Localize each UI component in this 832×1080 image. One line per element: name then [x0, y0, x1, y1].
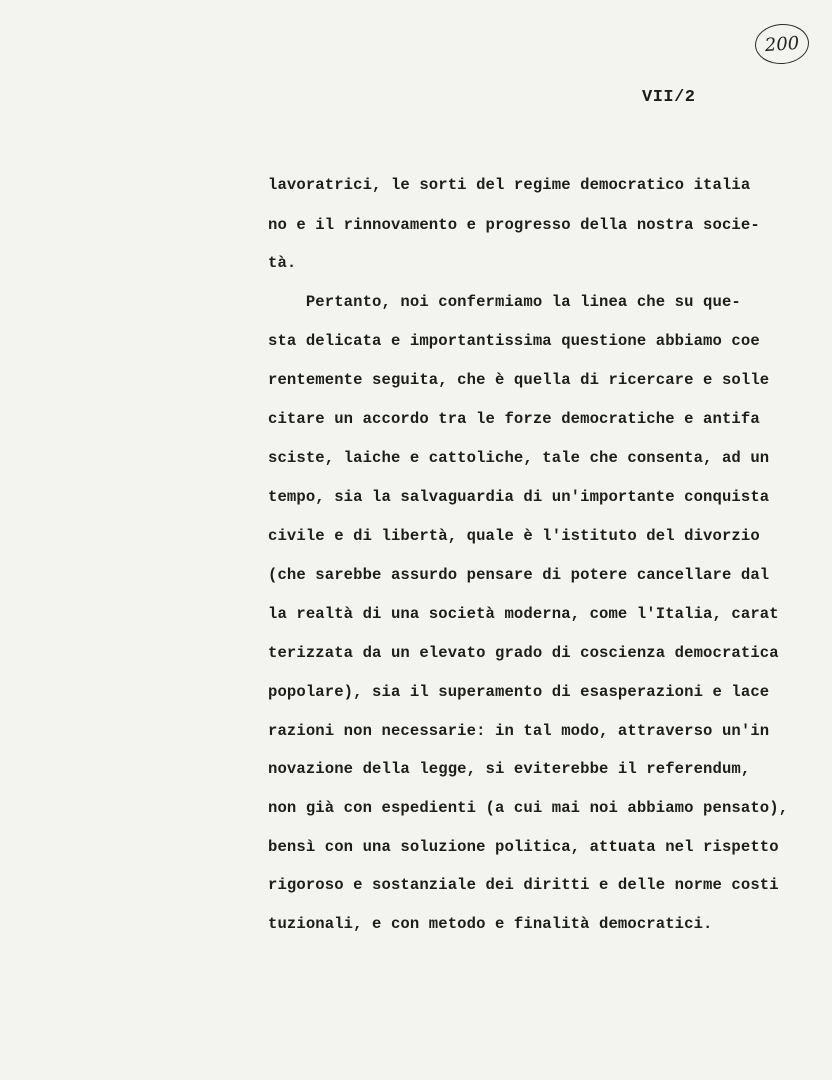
text-line: tuzionali, e con metodo e finalità democratici.: [268, 915, 713, 933]
text-line: Pertanto, noi confermiamo la linea che su que-: [268, 293, 741, 311]
page-stamp: 200: [754, 22, 811, 66]
text-line: rigoroso e sostanziale dei diritti e delle norme costi: [268, 876, 779, 894]
text-line: civile e di libertà, quale è l'istituto del divorzio: [268, 527, 760, 545]
page-number: VII/2: [642, 88, 696, 107]
text-line: popolare), sia il superamento di esasperazioni e lace: [268, 683, 770, 701]
text-line: tempo, sia la salvaguardia di un'importante conquista: [268, 488, 770, 506]
text-line: razioni non necessarie: in tal modo, attraverso un'in: [268, 722, 770, 740]
text-line: rentemente seguita, che è quella di ricercare e solle: [268, 371, 770, 389]
text-line: non già con espedienti (a cui mai noi abbiamo pensato),: [268, 799, 789, 817]
text-line: terizzata da un elevato grado di coscienza democratica: [268, 644, 779, 662]
text-line: novazione della legge, si eviterebbe il referendum,: [268, 760, 751, 778]
text-line: lavoratrici, le sorti del regime democratico italia: [268, 176, 751, 194]
text-line: sciste, laiche e cattoliche, tale che consenta, ad un: [268, 449, 770, 467]
text-line: (che sarebbe assurdo pensare di potere cancellare dal: [268, 566, 770, 584]
text-line: la realtà di una società moderna, come l'Italia, carat: [268, 605, 779, 623]
text-line: no e il rinnovamento e progresso della nostra socie-: [268, 216, 760, 234]
text-line: sta delicata e importantissima questione abbiamo coe: [268, 332, 760, 350]
text-line: bensì con una soluzione politica, attuata nel rispetto: [268, 838, 779, 856]
text-line: tà.: [268, 254, 297, 272]
text-line: citare un accordo tra le forze democratiche e antifa: [268, 410, 760, 428]
